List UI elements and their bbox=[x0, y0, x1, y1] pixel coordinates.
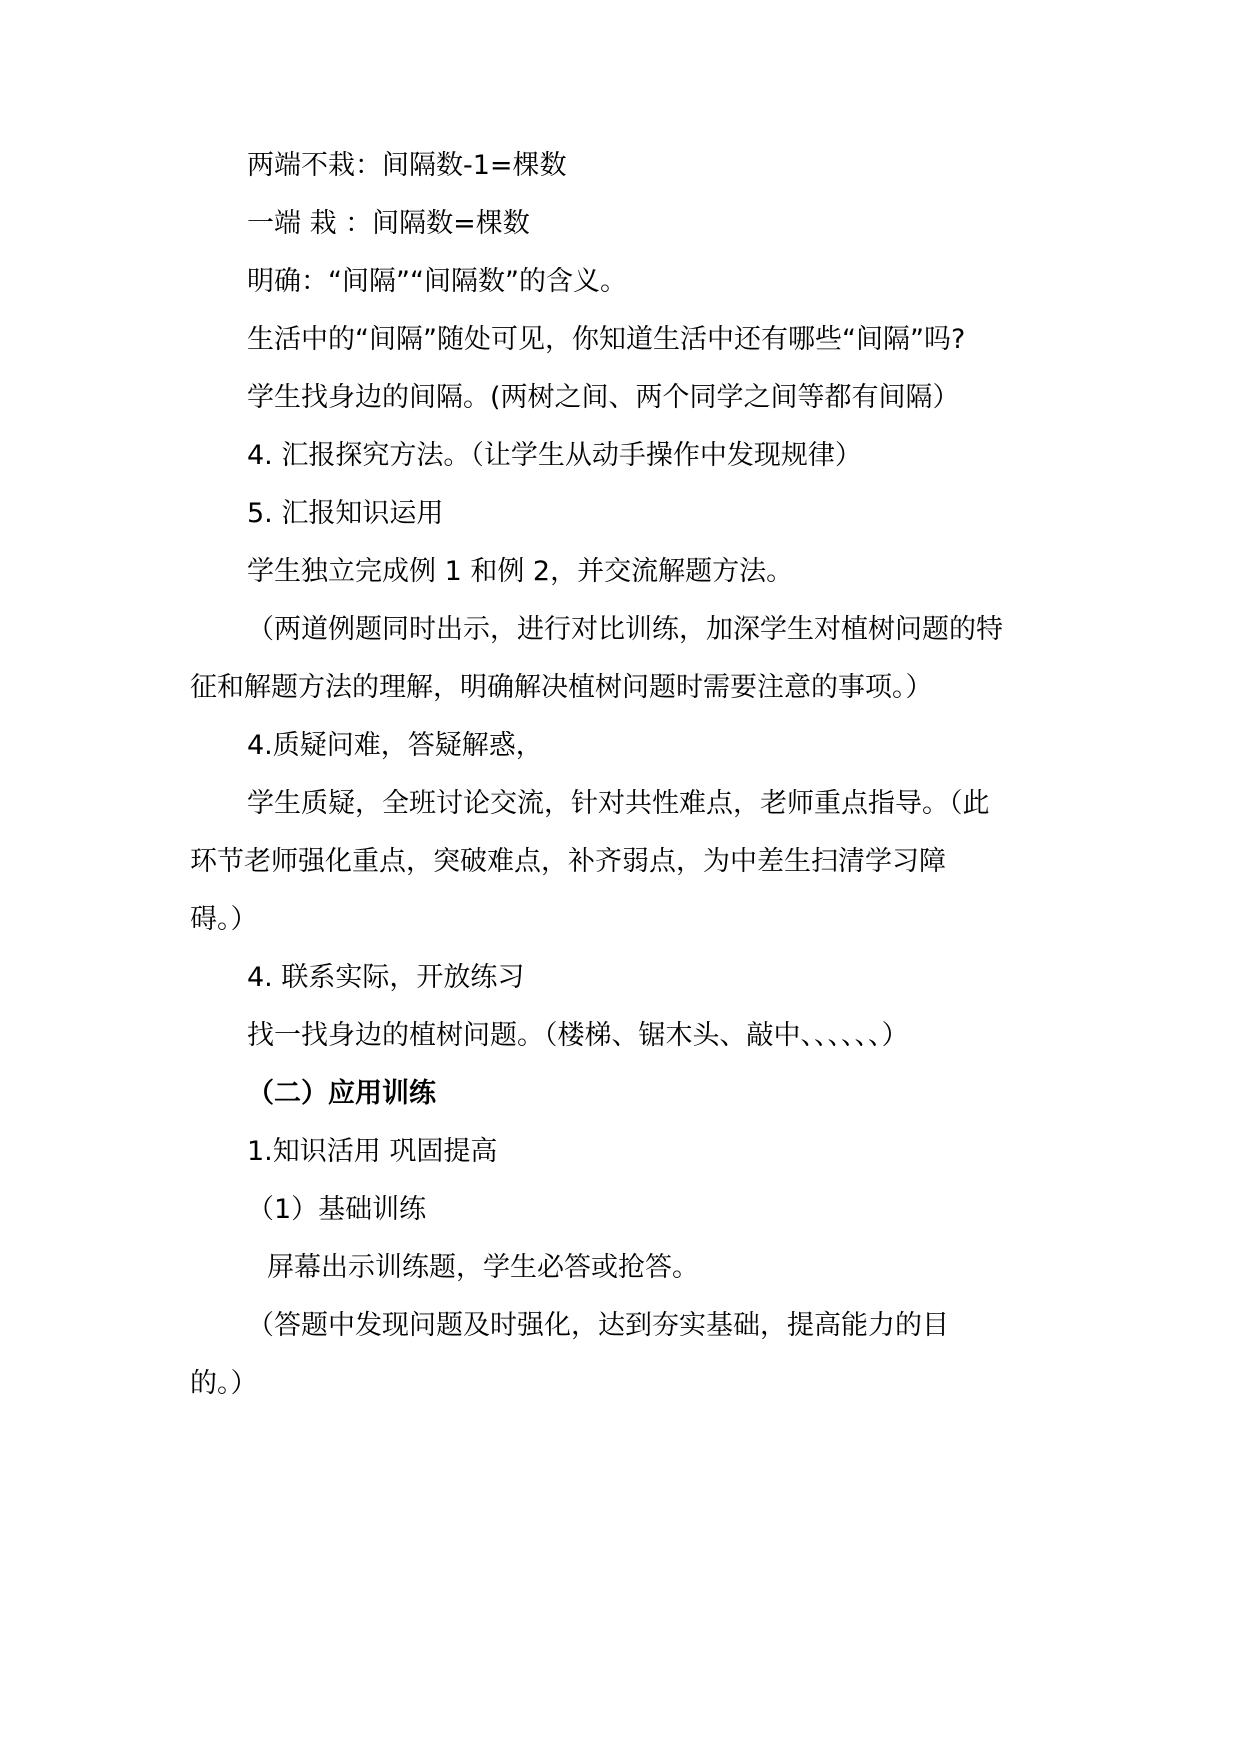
text-line-discussion-3: 碍。） bbox=[190, 904, 258, 935]
text-line-discussion-1: 学生质疑，全班讨论交流，针对共性难点，老师重点指导。（此 bbox=[247, 788, 990, 819]
text-line-examples: 学生独立完成例 1 和例 2，并交流解题方法。 bbox=[247, 556, 794, 587]
text-line-basic-training: （1）基础训练 bbox=[247, 1194, 427, 1225]
text-line-clarify: 明确：“间隔”“间隔数”的含义。 bbox=[247, 266, 627, 297]
text-line-rule-two-ends: 两端不栽：间隔数-1=棵数 bbox=[247, 150, 567, 181]
section-heading-application: （二）应用训练 bbox=[247, 1078, 436, 1109]
text-line-find-problems: 找一找身边的植树问题。（楼梯、锯木头、敲中、、、、、、） bbox=[247, 1020, 909, 1051]
text-line-contrast-1: （两道例题同时出示，进行对比训练，加深学生对植树问题的特 bbox=[247, 614, 1003, 645]
text-line-screen-exercise: 屏幕出示训练题，学生必答或抢答。 bbox=[267, 1252, 699, 1283]
text-line-questions: 4.质疑问难，答疑解惑， bbox=[247, 730, 543, 761]
text-line-report-knowledge: 5. 汇报知识运用 bbox=[247, 498, 444, 529]
text-line-discussion-2: 环节老师强化重点，突破难点，补齐弱点，为中差生扫清学习障 bbox=[190, 846, 946, 877]
text-line-practice: 4. 联系实际，开放练习 bbox=[247, 962, 525, 993]
text-line-life-intervals: 生活中的“间隔”随处可见，你知道生活中还有哪些“间隔”吗? bbox=[247, 324, 966, 355]
text-line-contrast-2: 征和解题方法的理解，明确解决植树问题时需要注意的事项。） bbox=[190, 672, 933, 703]
text-line-knowledge-apply: 1.知识活用 巩固提高 bbox=[247, 1136, 498, 1167]
text-line-report-method: 4. 汇报探究方法。（让学生从动手操作中发现规律） bbox=[247, 440, 862, 471]
text-line-students-find: 学生找身边的间隔。(两树之间、两个同学之间等都有间隔） bbox=[247, 382, 960, 413]
text-line-answer-1: （答题中发现问题及时强化，达到夯实基础，提高能力的目 bbox=[247, 1310, 949, 1341]
text-line-rule-one-end: 一端 栽 ：间隔数=棵数 bbox=[247, 208, 530, 239]
text-line-answer-2: 的。） bbox=[190, 1368, 258, 1399]
